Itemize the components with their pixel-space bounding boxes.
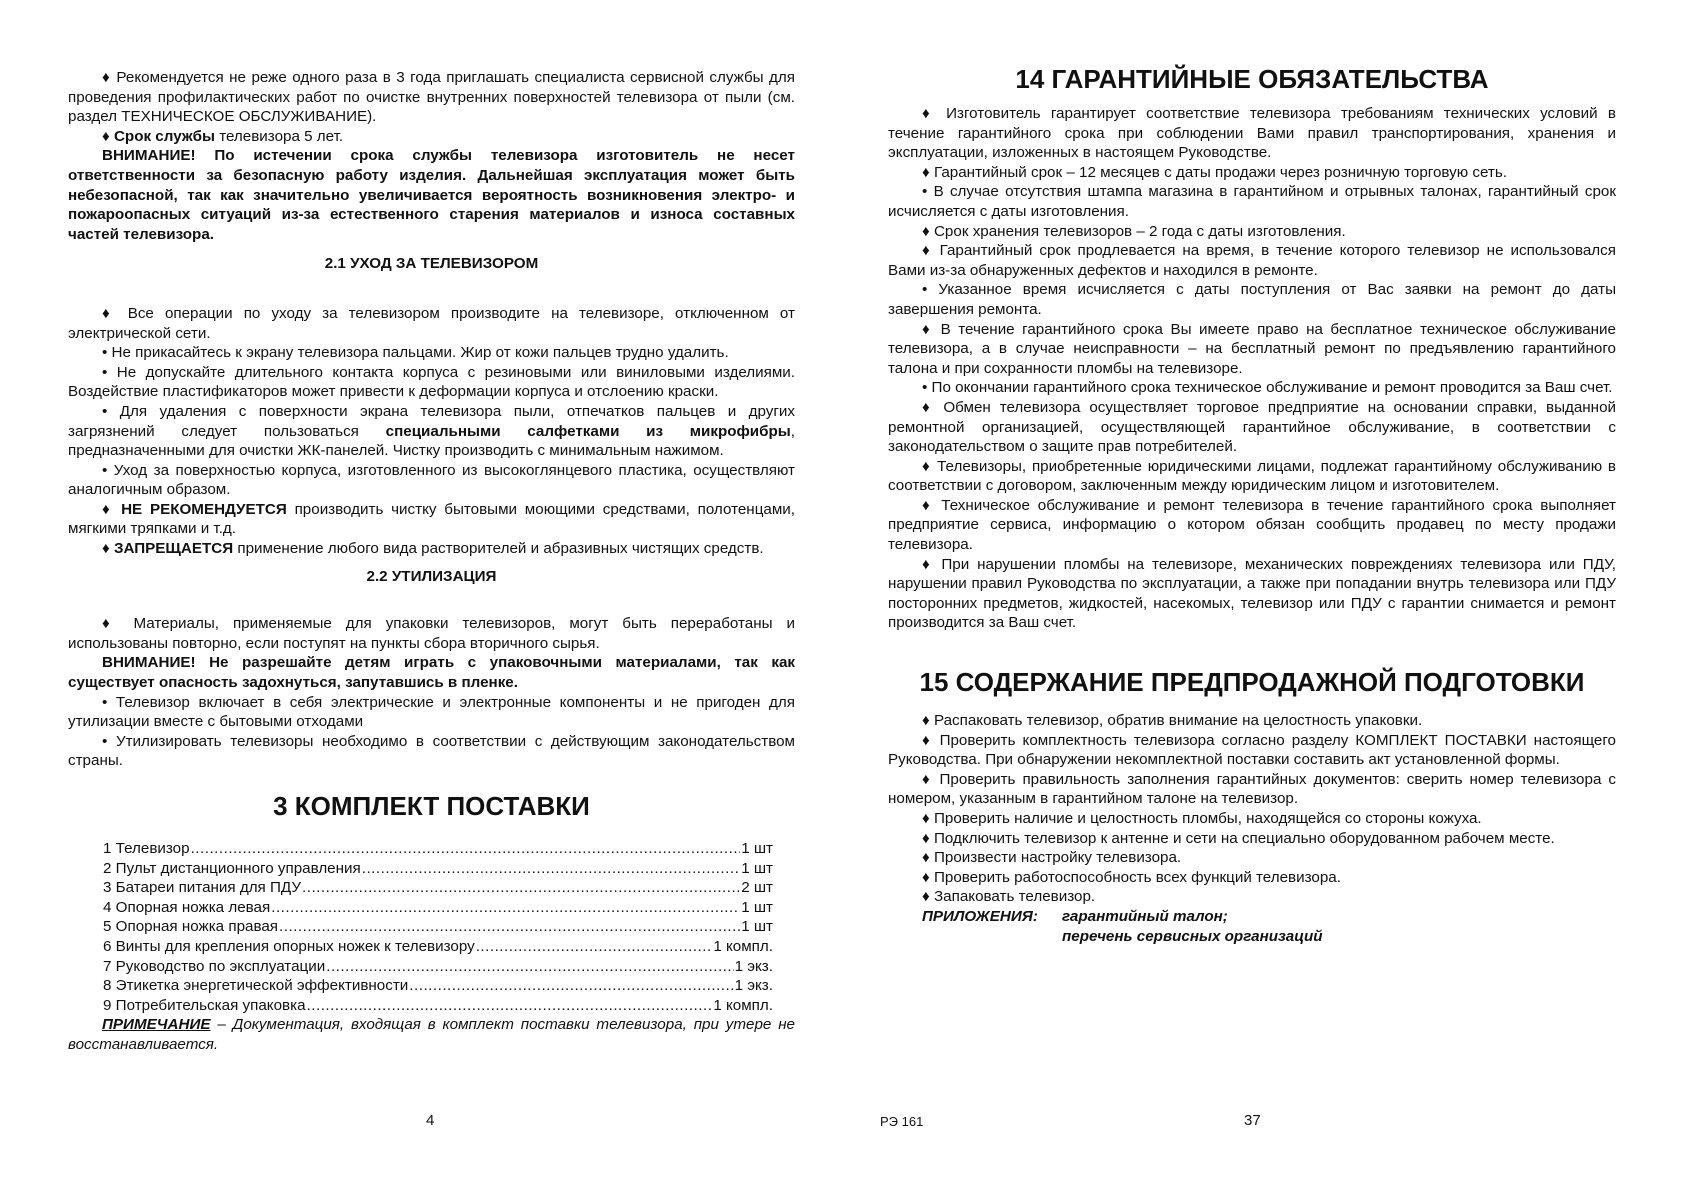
- kit-item: 1 Телевизор ..... 1 шт: [103, 839, 773, 859]
- kit-item: 2 Пульт дистанционного управления ..... 1 шт: [103, 859, 773, 879]
- appendix-item: перечень сервисных организаций: [1062, 927, 1323, 945]
- appendices: [922, 927, 1616, 947]
- chapter-heading: 14 ГАРАНТИЙНЫЕ ОБЯЗАТЕЛЬСТВА: [1015, 64, 1489, 94]
- kit-item: 9 Потребительская упаковка ..... 1 компл.: [103, 996, 773, 1016]
- paragraph: ♦ НЕ РЕКОМЕНДУЕТСЯ производить чистку бытовыми моющими средствами, полотенцами, мягкими тряпками и т.д.: [68, 500, 795, 538]
- paragraph: • Телевизор включает в себя электрические и электронные компоненты и не пригоден для утилизации вместе с бытовыми отходами: [68, 693, 795, 731]
- section-heading: 2.1 УХОД ЗА ТЕЛЕВИЗОРОМ: [324, 255, 539, 273]
- kit-item: 3 Батареи питания для ПДУ ..... 2 шт: [103, 878, 773, 898]
- paragraph: ♦ Гарантийный срок – 12 месяцев с даты продажи через розничную торговую сеть.: [922, 163, 1507, 181]
- paragraph: ♦ Распаковать телевизор, обратив внимание на целостность упаковки.: [922, 712, 1423, 730]
- warning-paragraph: ВНИМАНИЕ! По истечении срока службы телевизора изготовитель не несет ответственности за безопасную работу изделия. Дальнейшая эксплуатация может быть небезопасной, так как значительно увеличивается вероятность возникновения электро- и пожароопасных ситуаций из-за естественного старения материалов и износа составных частей телевизора.: [68, 147, 795, 243]
- paragraph: ♦ Срок хранения телевизоров – 2 года с даты изготовления.: [922, 222, 1346, 240]
- paragraph: • Утилизировать телевизоры необходимо в соответствии с действующим законодательством страны.: [68, 732, 795, 770]
- paragraph: ♦ При нарушении пломбы на телевизоре, механических повреждениях телевизора или ПДУ, нарушении правил Руководства по эксплуатации, а также при попадании внутрь телевизора или ПДУ посторонних предметов, жидкостей, насекомых, телевизор или ПДУ с гарантии снимается и ремонт производится за Ваш счет.: [888, 555, 1616, 632]
- paragraph: • Указанное время исчисляется с даты поступления от Вас заявки на ремонт до даты завершения ремонта.: [888, 281, 1616, 318]
- kit-item: 8 Этикетка энергетической эффективности ..... 1 экз.: [103, 976, 773, 996]
- kit-item: 6 Винты для крепления опорных ножек к телевизору ..... 1 компл.: [103, 937, 773, 957]
- page-number-left: 4: [426, 1112, 435, 1129]
- paragraph: ♦ Техническое обслуживание и ремонт телевизора в течение гарантийного срока выполняет предприятие сервиса, информацию о котором обязан сообщить продавец по месту продажи телевизора.: [888, 496, 1616, 554]
- appendix-item: гарантийный талон;: [1062, 907, 1228, 925]
- appendices-heading: ПРИЛОЖЕНИЯ:: [922, 907, 1038, 925]
- paragraph: ♦ ЗАПРЕЩАЕТСЯ применение любого вида растворителей и абразивных чистящих средств.: [102, 540, 764, 558]
- paragraph: ♦ Гарантийный срок продлевается на время, в течение которого телевизор не использовался Вами из-за обнаруженных дефектов и находился в ремонте.: [888, 242, 1616, 279]
- paragraph: • По окончании гарантийного срока техническое обслуживание и ремонт проводится за Ваш счет.: [922, 379, 1613, 397]
- paragraph: • Для удаления с поверхности экрана телевизора пыли, отпечатков пальцев и других загрязнений следует пользоваться специальными салфетками из микрофибры, предназначенными для очистки ЖК-панелей. Чистку производить с минимальным нажимом.: [68, 402, 796, 460]
- paragraph: ♦ Подключить телевизор к антенне и сети на специально оборудованном рабочем месте.: [922, 829, 1555, 847]
- paragraph: ♦ Обмен телевизора осуществляет торговое предприятие на основании справки, выданной ремонтной организацией, осуществляющей гарантийное обслуживание, в соответствии с законодательством о защите прав потребителей.: [888, 398, 1616, 456]
- paragraph: ♦ Запаковать телевизор.: [922, 888, 1096, 906]
- kit-item: 4 Опорная ножка левая ..... 1 шт: [103, 898, 773, 918]
- paragraph: ♦ Изготовитель гарантирует соответствие телевизора требованиям технических условий в течение гарантийного срока при соблюдении Вами правил транспортирования, хранения и эксплуатации, изложенных в настоящем Руководстве.: [888, 105, 1616, 162]
- right-page: [888, 64, 1616, 946]
- left-page: [68, 68, 795, 1055]
- document-code: РЭ 161: [880, 1114, 924, 1129]
- paragraph: ♦ Срок службы телевизора 5 лет.: [102, 127, 344, 145]
- paragraph: ♦ Проверить правильность заполнения гарантийных документов: сверить номер телевизора с номером, указанным в гарантийном талоне на телевизор.: [888, 770, 1616, 808]
- kit-item: 5 Опорная ножка правая ..... 1 шт: [103, 917, 773, 937]
- kit-item: 7 Руководство по эксплуатации ..... 1 экз.: [103, 957, 773, 977]
- paragraph: ♦ Рекомендуется не реже одного раза в 3 года приглашать специалиста сервисной службы для проведения профилактических работ по очистке внутренних поверхностей телевизора от пыли (см. раздел ТЕХНИЧЕСКОЕ ОБСЛУЖИВАНИЕ).: [68, 69, 795, 126]
- warning-paragraph: ВНИМАНИЕ! Не разрешайте детям играть с упаковочными материалами, так как существует опасность задохнуться, запутавшись в пленке.: [68, 654, 795, 692]
- paragraph: ♦ Произвести настройку телевизора.: [922, 849, 1182, 867]
- page-number-right: 37: [1244, 1112, 1261, 1129]
- paragraph: ♦ Проверить наличие и целостность пломбы, находящейся со стороны кожуха.: [922, 810, 1482, 827]
- paragraph: • Уход за поверхностью корпуса, изготовленного из высокоглянцевого пластика, осуществляют аналогичным образом.: [68, 461, 795, 499]
- paragraph: ♦ Проверить комплектность телевизора согласно разделу КОМПЛЕКТ ПОСТАВКИ настоящего Руководства. При обнаружении некомплектной поставки составить акт установленной формы.: [888, 731, 1616, 769]
- paragraph: ♦ В течение гарантийного срока Вы имеете право на бесплатное техническое обслуживание телевизора, а в случае неисправности – на бесплатный ремонт по предъявлению гарантийного талона и при сохранности пломбы на телевизоре.: [888, 320, 1616, 377]
- paragraph: ♦ Телевизоры, приобретенные юридическими лицами, подлежат гарантийному обслуживанию в соответствии с договором, заключенным между юридическим лицом и изготовителем.: [888, 457, 1616, 495]
- chapter-heading: 15 СОДЕРЖАНИЕ ПРЕДПРОДАЖНОЙ ПОДГОТОВКИ: [919, 667, 1585, 698]
- paragraph: • Не прикасайтесь к экрану телевизора пальцами. Жир от кожи пальцев трудно удалить.: [102, 344, 729, 362]
- paragraph: ♦ Проверить работоспособность всех функций телевизора.: [922, 868, 1341, 886]
- chapter-heading: 3 КОМПЛЕКТ ПОСТАВКИ: [273, 791, 590, 821]
- kit-list: [103, 839, 773, 1015]
- paragraph: ♦ Все операции по уходу за телевизором производите на телевизоре, отключенном от электрической сети.: [68, 304, 795, 342]
- note-paragraph: ПРИМЕЧАНИЕ – Документация, входящая в комплект поставки телевизора, при утере не восстанавливается.: [68, 1016, 795, 1053]
- paragraph: • В случае отсутствия штампа магазина в гарантийном и отрывных талонах, гарантийный срок исчисляется с даты изготовления.: [888, 183, 1616, 220]
- section-heading: 2.2 УТИЛИЗАЦИЯ: [366, 567, 497, 585]
- paragraph: • Не допускайте длительного контакта корпуса с резиновыми или виниловыми изделиями. Воздействие пластификаторов может привести к деформации корпуса и отслоению краски.: [68, 363, 795, 401]
- appendices: [922, 907, 1616, 927]
- paragraph: ♦ Материалы, применяемые для упаковки телевизоров, могут быть переработаны и использованы повторно, если поступят на пункты сбора вторичного сырья.: [68, 615, 795, 652]
